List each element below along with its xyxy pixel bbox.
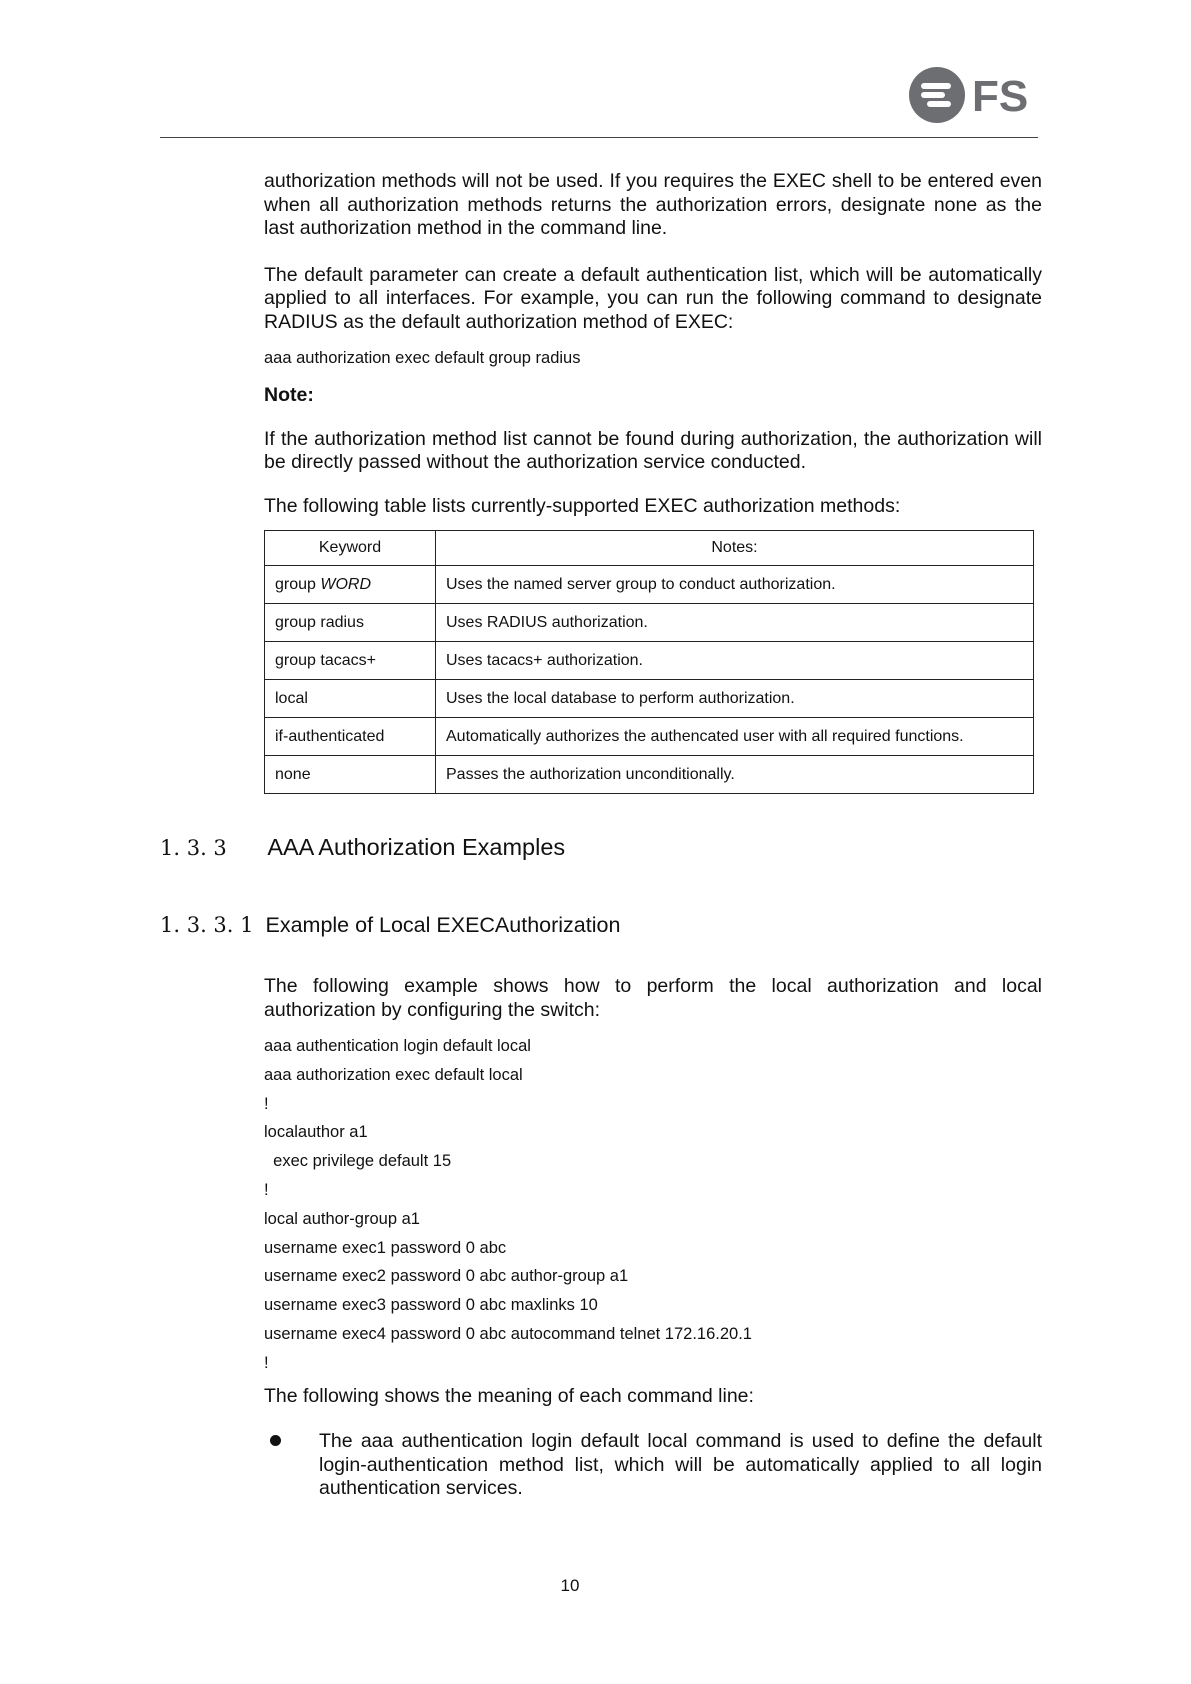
code-line: aaa authentication login default local [264, 1037, 531, 1055]
keyword-prefix: local [275, 689, 308, 707]
table-intro: The following table lists currently-supported EXEC authorization methods: [264, 494, 901, 517]
list-item [264, 1430, 1042, 1501]
keyword-cell [265, 680, 436, 718]
table-header-row [265, 531, 1034, 566]
meaning-intro: The following shows the meaning of each command line: [264, 1384, 754, 1407]
table-header-keyword: Keyword [265, 531, 436, 566]
page-number: 10 [560, 1576, 580, 1595]
table-row [265, 680, 1034, 718]
subsection-number: 1. 3. 3. 1 [160, 913, 254, 937]
table-row [265, 642, 1034, 680]
keyword-prefix: group tacacs+ [275, 651, 376, 669]
notes-cell: Automatically authorizes the authencated user with all required functions. [436, 718, 1034, 756]
table-row [265, 604, 1034, 642]
main-content [264, 170, 1042, 794]
notes-cell: Uses RADIUS authorization. [436, 604, 1034, 642]
section-heading-1-3-3-1 [160, 913, 620, 938]
example-intro: The following example shows how to perform the local authorization and local authorization by configuring the switch: [264, 975, 1042, 1021]
bullet-text: The aaa authentication login default local command is used to define the default login-authentication method list, which will be automatically applied to all login authentication services. [319, 1430, 1042, 1500]
keyword-prefix: group radius [275, 613, 364, 631]
config-code-block [264, 1036, 1042, 1382]
section-heading-1-3-3 [160, 834, 565, 861]
code-line: ! [264, 1180, 269, 1199]
code-line: username exec3 password 0 abc maxlinks 10 [264, 1296, 598, 1315]
notes-cell: Uses tacacs+ authorization. [436, 642, 1034, 680]
keyword-cell [265, 718, 436, 756]
subsection-title: Example of Local EXECAuthorization [265, 913, 621, 937]
authorization-methods-table [264, 530, 1034, 794]
code-line: aaa authorization exec default local [264, 1065, 523, 1084]
notes-cell: Passes the authorization unconditionally. [436, 756, 1034, 794]
paragraph-default-parameter: The default parameter can create a default authentication list, which will be automatically applied to all interfaces. For example, you can run the following command to designate RADIUS as the default authorization method of EXEC: [264, 263, 1042, 333]
section-number: 1. 3. 3 [160, 836, 227, 860]
table-row [265, 566, 1034, 604]
code-line: ! [264, 1353, 269, 1372]
header-rule [160, 137, 1038, 138]
notes-cell: Uses the named server group to conduct authorization. [436, 566, 1034, 604]
note-text: If the authorization method list cannot be found during authorization, the authorization will be directly passed without the authorization service conducted. [264, 427, 1042, 473]
keyword-prefix: group [275, 575, 321, 593]
bullet-icon [270, 1435, 281, 1446]
keyword-prefix: none [275, 765, 311, 783]
note-label: Note: [264, 384, 314, 406]
code-line: username exec4 password 0 abc autocommand telnet 172.16.20.1 [264, 1324, 752, 1343]
keyword-cell [265, 604, 436, 642]
keyword-italic: WORD [320, 575, 372, 593]
code-line: ! [264, 1094, 269, 1113]
code-line-radius: aaa authorization exec default group radius [264, 349, 581, 367]
example-content [264, 975, 1042, 1501]
code-line: local author-group a1 [264, 1209, 420, 1228]
code-line: username exec2 password 0 abc author-group a1 [264, 1267, 629, 1286]
keyword-cell [265, 756, 436, 794]
paragraph-continuation: authorization methods will not be used. If you requires the EXEC shell to be entered even when all authorization methods returns the authorization errors, designate none as the last authorization method in the command line. [264, 170, 1042, 239]
table-header-notes: Notes: [436, 531, 1034, 566]
keyword-cell [265, 566, 436, 604]
code-line: exec privilege default 15 [264, 1152, 452, 1171]
keyword-cell [265, 642, 436, 680]
table-row [265, 718, 1034, 756]
keyword-prefix: if-authenticated [275, 727, 385, 745]
section-title: AAA Authorization Examples [267, 834, 566, 860]
table-row [265, 756, 1034, 794]
fs-logo-text: FS [972, 72, 1029, 121]
notes-cell: Uses the local database to perform authorization. [436, 680, 1034, 718]
fs-logo [908, 64, 1038, 126]
code-line: localauthor a1 [264, 1123, 368, 1142]
code-line: username exec1 password 0 abc [264, 1238, 507, 1257]
